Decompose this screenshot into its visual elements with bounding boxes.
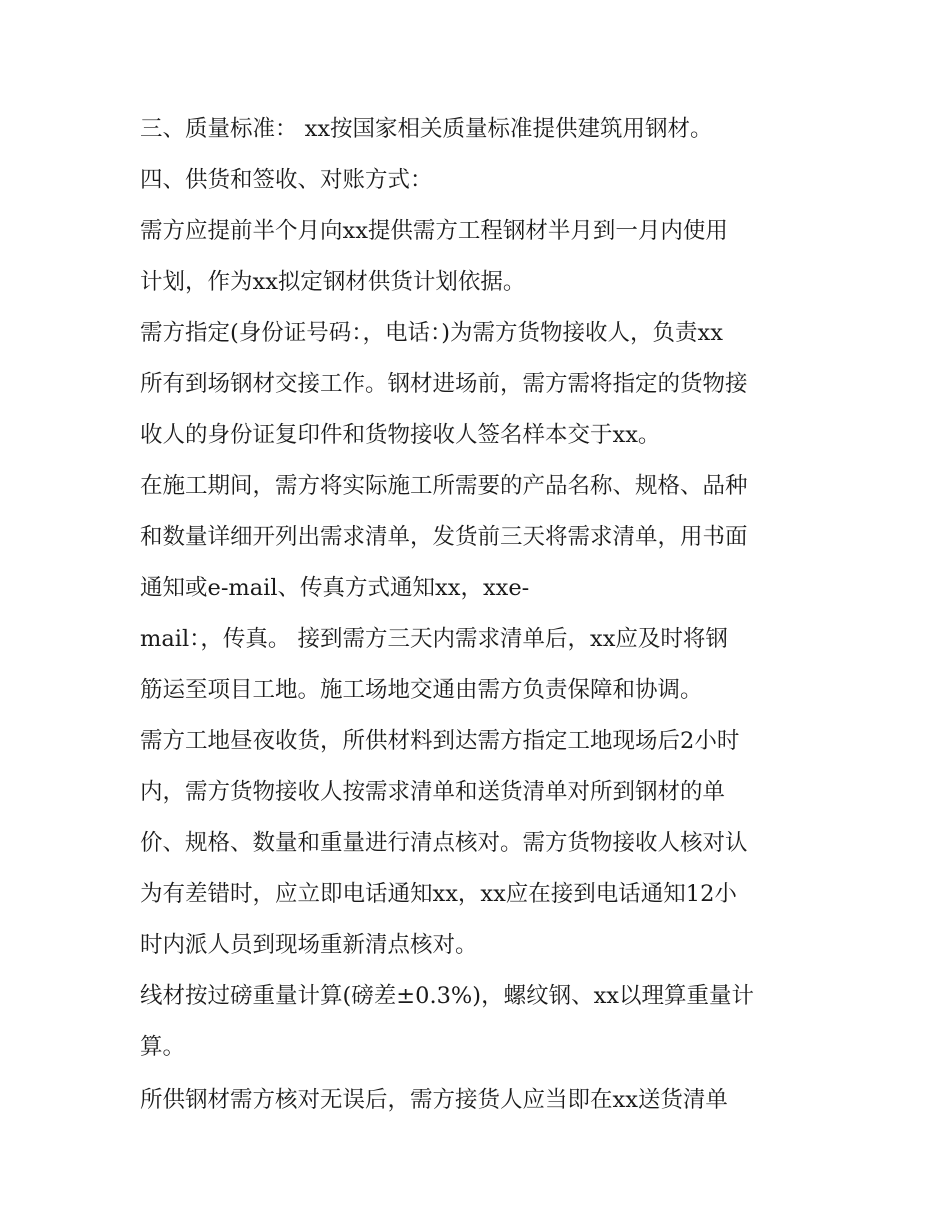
text-line: 筋运至项目工地。施工场地交通由需方负责保障和协调。 [140,677,703,703]
text-line: 为有差错时，应立即电话通知xx，xx应在接到电话通知12小 [140,881,737,907]
text-line: 需方指定(身份证号码：，电话：)为需方货物接收人，负责xx [140,320,723,346]
text-line: 线材按过磅重量计算(磅差±0.3%)，螺纹钢、xx以理算重量计 [140,983,754,1009]
text-line: 所有到场钢材交接工作。钢材进场前，需方需将指定的货物接 [140,371,748,397]
text-line: 时内派人员到现场重新清点核对。 [140,932,478,958]
text-line: 三、质量标准： xx按国家相关质量标准提供建筑用钢材。 [140,116,713,142]
text-line: 内，需方货物接收人按需求清单和送货清单对所到钢材的单 [140,779,726,805]
text-line: 在施工期间，需方将实际施工所需要的产品名称、规格、品种 [140,473,748,499]
text-line: 通知或e-mail、传真方式通知xx，xxe- [140,575,530,601]
text-line: 需方应提前半个月向xx提供需方工程钢材半月到一月内使用 [140,218,728,244]
text-line: 需方工地昼夜收货，所供材料到达需方指定工地现场后2小时 [140,728,740,754]
text-line: 算。 [140,1034,186,1060]
text-line: 和数量详细开列出需求清单，发货前三天将需求清单，用书面 [140,524,748,550]
text-line: 收人的身份证复印件和货物接收人签名样本交于xx。 [140,422,661,448]
text-line: 四、供货和签收、对账方式： [140,167,433,193]
text-line: 价、规格、数量和重量进行清点核对。需方货物接收人核对认 [140,830,748,856]
text-line: mail：，传真。 接到需方三天内需求清单后，xx应及时将钢 [140,626,728,652]
text-line: 所供钢材需方核对无误后，需方接货人应当即在xx送货清单 [140,1087,728,1113]
text-line: 计划，作为xx拟定钢材供货计划依据。 [140,269,526,295]
document-body [140,104,830,1126]
